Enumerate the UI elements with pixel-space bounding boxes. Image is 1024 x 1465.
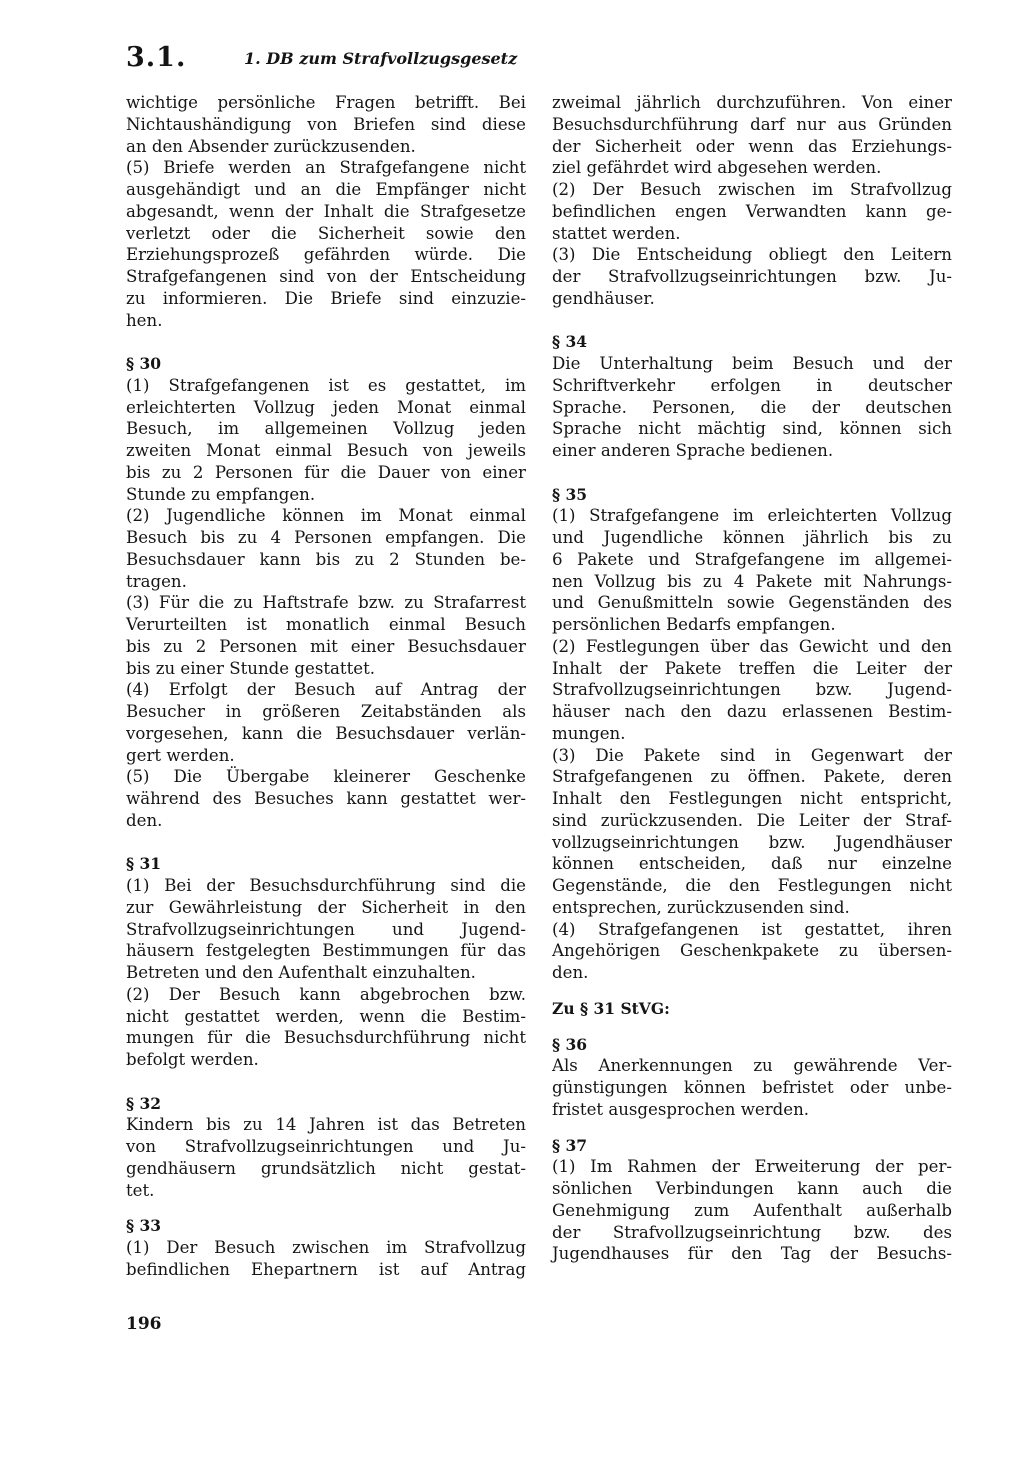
text-line: gert werden.: [126, 745, 235, 765]
text-line: (5) Die Übergabe kleinerer Geschenke: [126, 767, 526, 787]
text-line: Inhalt der Pakete treffen die Leiter der: [552, 658, 952, 678]
text-line: Besuch bis zu 4 Personen empfangen. Die: [126, 528, 526, 547]
text-line: häusern festgelegten Bestimmungen für das: [126, 941, 526, 961]
text-line: (5) Briefe werden an Strafgefangene nicht: [126, 158, 526, 178]
text-line: Strafgefangenen sind von der Entscheidung: [126, 267, 526, 286]
text-line: Stunde zu empfangen.: [126, 484, 316, 504]
section-33-continued: [552, 92, 952, 310]
text-line: Erziehungsprozeß gefährden würde. Die: [126, 245, 526, 265]
text-line: der Strafvollzugseinrichtung bzw. des: [552, 1222, 952, 1242]
text-line: können entscheiden, daß nur einzelne: [552, 854, 952, 874]
text-line: (2) Festlegungen über das Gewicht und den: [552, 636, 952, 656]
section-heading: § 30: [126, 354, 162, 373]
text-line: einer anderen Sprache bedienen.: [552, 441, 834, 460]
text-line: den.: [126, 810, 163, 830]
text-line: Als Anerkennungen zu gewährende Ver-: [552, 1056, 952, 1076]
section-35: [552, 484, 952, 984]
text-line: (2) Der Besuch kann abgebrochen bzw.: [126, 984, 526, 1004]
text-line: (1) Strafgefangene im erleichterten Vollzug: [552, 506, 952, 526]
text-line: hen.: [126, 310, 163, 330]
section-34: [552, 331, 952, 462]
page-header: [126, 40, 546, 80]
text-line: von Strafvollzugseinrichtungen und Ju-: [126, 1137, 526, 1156]
text-line: zu informieren. Die Briefe sind einzuzie-: [126, 288, 526, 308]
text-line: verletzt oder die Sicherheit sowie den: [126, 223, 526, 243]
text-line: (2) Der Besuch zwischen im Strafvollzug: [552, 180, 952, 199]
intro-paragraph: [126, 92, 526, 157]
text-line: Strafvollzugseinrichtungen und Jugend-: [126, 919, 526, 939]
running-title: 1. DB zum Strafvollzugsgesetz: [244, 49, 518, 68]
page-number: 196: [126, 1314, 162, 1334]
text-line: 6 Pakete und Strafgefangene im allgemei-: [552, 549, 952, 569]
text-line: sind zurückzusenden. Die Leiter der Straf-: [552, 810, 952, 830]
text-line: (3) Die Entscheidung obliegt den Leitern: [552, 245, 952, 265]
text-line: gendhäuser.: [552, 288, 655, 308]
text-line: stattet werden.: [552, 223, 681, 243]
text-line: nicht gestattet werden, wenn die Bestim-: [126, 1006, 526, 1026]
text-line: Gegenstände, die den Festlegungen nicht: [552, 876, 952, 895]
text-line: zweimal jährlich durchzuführen. Von einer: [552, 93, 952, 112]
text-line: Inhalt den Festlegungen nicht entspricht,: [552, 789, 952, 808]
text-line: befindlichen Ehepartnern ist auf Antrag: [126, 1259, 526, 1279]
section-37: [552, 1135, 952, 1266]
text-line: und Jugendliche können jährlich bis zu: [552, 528, 952, 547]
text-line: Jugendhauses für den Tag der Besuchs-: [552, 1244, 952, 1264]
text-line: während des Besuches kann gestattet wer-: [126, 789, 526, 808]
section-heading: § 31: [126, 854, 162, 874]
text-line: Angehörigen Geschenkpakete zu übersen-: [552, 941, 952, 961]
text-line: persönlichen Bedarfs empfangen.: [552, 615, 836, 634]
text-line: Sprache nicht mächtig sind, können sich: [552, 419, 952, 439]
text-line: nen Vollzug bis zu 4 Pakete mit Nahrungs-: [552, 571, 952, 591]
text-line: (1) Der Besuch zwischen im Strafvollzug: [126, 1238, 526, 1257]
text-line: ziel gefährdet wird abgesehen werden.: [552, 158, 882, 178]
text-line: zweiten Monat einmal Besuch von jeweils: [126, 441, 526, 460]
paragraph-5: [126, 157, 526, 331]
left-column: [126, 92, 526, 1281]
text-line: (1) Strafgefangenen ist es gestattet, im: [126, 375, 526, 395]
section-33: [126, 1215, 526, 1280]
text-line: Schriftverkehr erfolgen in deutscher: [552, 375, 952, 395]
text-line: entsprechen, zurückzusenden sind.: [552, 897, 850, 917]
text-line: (3) Für die zu Haftstrafe bzw. zu Strafarrest: [126, 593, 526, 613]
text-line: Verurteilten ist monatlich einmal Besuch: [126, 615, 526, 634]
text-line: der Sicherheit oder wenn das Erziehungs-: [552, 136, 952, 156]
text-line: sönlichen Verbindungen kann auch die: [552, 1179, 952, 1198]
text-line: Strafgefangenen zu öffnen. Pakete, deren: [552, 767, 952, 787]
text-line: häuser nach den dazu erlassenen Bestim-: [552, 702, 952, 721]
section-30: [126, 353, 526, 832]
text-line: vorgesehen, kann die Besuchsdauer verlän-: [126, 723, 526, 743]
text-line: abgesandt, wenn der Inhalt die Strafgesetze: [126, 201, 526, 221]
section-31: [126, 853, 526, 1071]
text-line: Besucher in größeren Zeitabständen als: [126, 702, 526, 721]
text-line: Sprache. Personen, die der deutschen: [552, 397, 952, 417]
text-line: befindlichen engen Verwandten kann ge-: [552, 201, 952, 221]
text-line: den.: [552, 963, 589, 982]
text-line: bis zu 2 Personen mit einer Besuchsdauer: [126, 636, 526, 656]
text-line: Genehmigung zum Aufenthalt außerhalb: [552, 1200, 952, 1220]
text-line: tet.: [126, 1180, 155, 1200]
text-line: wichtige persönliche Fragen betrifft. Bei: [126, 93, 526, 112]
text-line: Nichtaushändigung von Briefen sind diese: [126, 114, 526, 134]
section-heading: § 35: [552, 484, 588, 504]
text-line: mungen für die Besuchsdurchführung nicht: [126, 1028, 526, 1048]
section-heading: § 34: [552, 332, 588, 352]
text-line: befolgt werden.: [126, 1050, 259, 1069]
text-line: ausgehändigt und an die Empfänger nicht: [126, 180, 526, 199]
text-line: und Genußmitteln sowie Gegenständen des: [552, 593, 952, 613]
zu-31-stvg-heading: Zu § 31 StVG:: [552, 998, 670, 1018]
text-line: (1) Bei der Besuchsdurchführung sind die: [126, 876, 526, 895]
section-heading: § 33: [126, 1216, 162, 1236]
text-line: Betreten und den Aufenthalt einzuhalten.: [126, 963, 476, 982]
text-line: günstigungen können befristet oder unbe-: [552, 1078, 952, 1097]
text-line: Besuchsdurchführung darf nur aus Gründen: [552, 114, 952, 134]
text-line: Besuchsdauer kann bis zu 2 Stunden be-: [126, 549, 526, 569]
text-line: (3) Die Pakete sind in Gegenwart der: [552, 745, 952, 765]
text-line: vollzugseinrichtungen bzw. Jugendhäuser: [552, 832, 952, 852]
text-line: zur Gewährleistung der Sicherheit in den: [126, 897, 526, 917]
text-line: tragen.: [126, 571, 187, 591]
text-line: erleichterten Vollzug jeden Monat einmal: [126, 397, 526, 417]
text-line: gendhäusern grundsätzlich nicht gestat-: [126, 1158, 526, 1178]
section-32: [126, 1093, 526, 1202]
text-line: Die Unterhaltung beim Besuch und der: [552, 354, 952, 373]
text-line: der Strafvollzugseinrichtungen bzw. Ju-: [552, 267, 952, 286]
text-line: (2) Jugendliche können im Monat einmal: [126, 506, 526, 526]
section-number: 3.1.: [126, 42, 187, 73]
text-line: Kindern bis zu 14 Jahren ist das Betreten: [126, 1115, 526, 1135]
section-heading: § 36: [552, 1034, 588, 1054]
section-heading: § 37: [552, 1135, 588, 1155]
section-36: [552, 1034, 952, 1121]
text-line: mungen.: [552, 723, 626, 743]
section-heading: § 32: [126, 1093, 162, 1113]
text-line: (1) Im Rahmen der Erweiterung der per-: [552, 1157, 952, 1177]
text-line: fristet ausgesprochen werden.: [552, 1099, 810, 1119]
text-line: bis zu einer Stunde gestattet.: [126, 658, 376, 678]
text-line: Besuch, im allgemeinen Vollzug jeden: [126, 419, 526, 439]
text-line: an den Absender zurückzusenden.: [126, 136, 416, 156]
right-column: [552, 92, 952, 1265]
text-line: bis zu 2 Personen für die Dauer von einer: [126, 462, 526, 482]
text-line: Strafvollzugseinrichtungen bzw. Jugend-: [552, 680, 952, 700]
text-line: (4) Erfolgt der Besuch auf Antrag der: [126, 680, 526, 700]
text-line: (4) Strafgefangenen ist gestattet, ihren: [552, 919, 952, 939]
